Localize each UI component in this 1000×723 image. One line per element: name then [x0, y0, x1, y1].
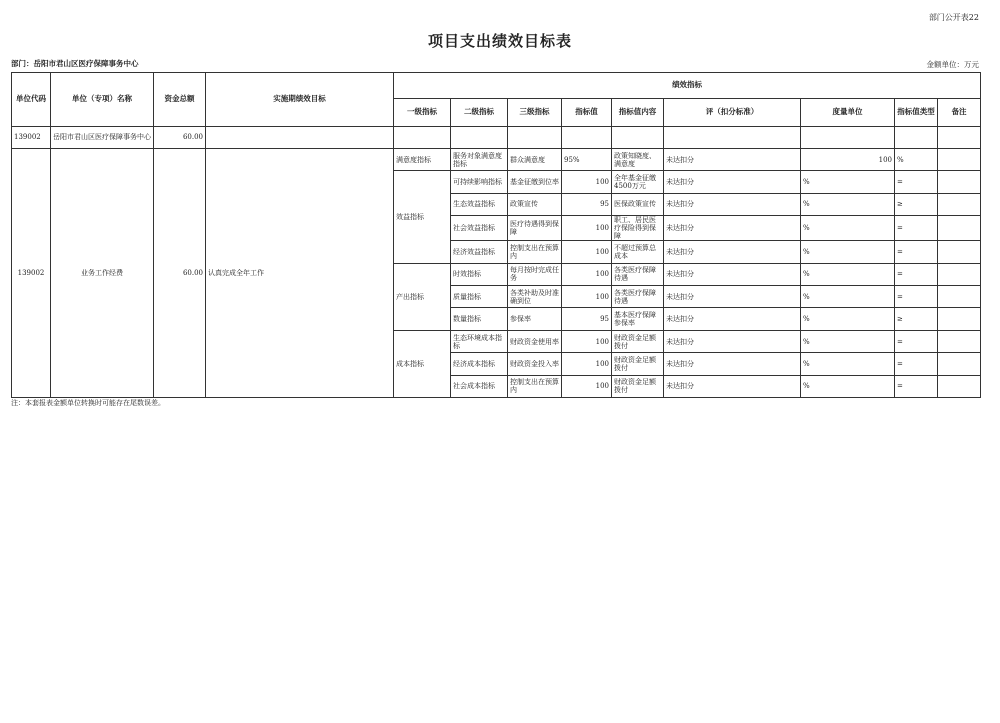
indicator-value: 100	[562, 216, 612, 241]
department-label: 部门：岳阳市君山区医疗保障事务中心	[11, 59, 139, 68]
level3-indicator: 财政资金使用率	[508, 330, 562, 352]
measure-unit: %	[801, 171, 895, 193]
header-value-content: 指标值内容	[612, 99, 664, 127]
value-type: =	[895, 263, 938, 285]
header-value-type: 指标值类型	[895, 99, 938, 127]
indicator-content: 医保政策宣传	[612, 193, 664, 215]
performance-table	[11, 72, 981, 398]
level2-indicator: 生态环境成本指标	[451, 330, 508, 352]
level1-indicator: 产出指标	[394, 263, 451, 330]
empty-cell	[895, 127, 938, 149]
value-type: =	[895, 171, 938, 193]
remark	[938, 171, 981, 193]
header-row	[12, 73, 981, 99]
remark	[938, 330, 981, 352]
project-code: 139002	[12, 149, 51, 398]
header-level3: 三级指标	[508, 99, 562, 127]
measure-unit: %	[801, 353, 895, 375]
measure-unit: %	[801, 193, 895, 215]
level1-indicator: 效益指标	[394, 171, 451, 263]
summary-row	[12, 127, 981, 149]
remark	[938, 149, 981, 171]
measure-unit: %	[801, 286, 895, 308]
indicator-content: 各类医疗保障待遇	[612, 263, 664, 285]
indicator-value: 100	[562, 171, 612, 193]
header-scoring: 评（扣分标准）	[664, 99, 801, 127]
indicator-content: 基本医疗保障参保率	[612, 308, 664, 330]
remark	[938, 193, 981, 215]
project-name: 业务工作经费	[51, 149, 154, 398]
indicator-content: 职工、居民医疗保险得到保障	[612, 216, 664, 241]
measure-unit: %	[801, 216, 895, 241]
indicator-value: 100	[562, 286, 612, 308]
empty-cell	[206, 127, 394, 149]
summary-name: 岳阳市君山区医疗保障事务中心	[51, 127, 154, 149]
indicator-value: 95	[562, 193, 612, 215]
level3-indicator: 财政资金投入率	[508, 353, 562, 375]
empty-cell	[394, 127, 451, 149]
header-measure-unit: 度量单位	[801, 99, 895, 127]
scoring-standard: 未达扣分	[664, 375, 801, 397]
level3-indicator: 群众满意度	[508, 149, 562, 171]
header-unit-code: 单位代码	[12, 73, 51, 127]
scoring-standard: 未达扣分	[664, 308, 801, 330]
scoring-standard: 未达扣分	[664, 193, 801, 215]
indicator-value: 100	[562, 353, 612, 375]
value-type: ≥	[895, 193, 938, 215]
header-perf-indicators: 绩效指标	[394, 73, 981, 99]
measure-unit: %	[801, 375, 895, 397]
scoring-standard: 未达扣分	[664, 216, 801, 241]
remark	[938, 353, 981, 375]
level3-indicator: 每月按时完成任务	[508, 263, 562, 285]
project-funds: 60.00	[154, 149, 206, 398]
value-type: =	[895, 241, 938, 263]
indicator-content: 全年基金征缴4500万元	[612, 171, 664, 193]
remark	[938, 375, 981, 397]
indicator-content: 不超过预算总成本	[612, 241, 664, 263]
remark	[938, 263, 981, 285]
value-type: =	[895, 216, 938, 241]
measure-unit: %	[801, 263, 895, 285]
level3-indicator: 参保率	[508, 308, 562, 330]
level2-indicator: 服务对象满意度指标	[451, 149, 508, 171]
indicator-value: 95%	[562, 149, 612, 171]
empty-cell	[664, 127, 801, 149]
remark	[938, 286, 981, 308]
header-unit-name: 单位（专项）名称	[51, 73, 154, 127]
indicator-value: 100	[562, 241, 612, 263]
indicator-content: 各类医疗保障待遇	[612, 286, 664, 308]
value-type: =	[895, 330, 938, 352]
indicator-value: 95	[562, 308, 612, 330]
header-level2: 二级指标	[451, 99, 508, 127]
project-goal: 认真完成全年工作	[206, 149, 394, 398]
value-type: =	[895, 375, 938, 397]
indicator-content: 财政资金足额拨付	[612, 375, 664, 397]
measure-unit: %	[801, 330, 895, 352]
level2-indicator: 可持续影响指标	[451, 171, 508, 193]
header-goal: 实施期绩效目标	[206, 73, 394, 127]
scoring-standard: 未达扣分	[664, 149, 801, 171]
empty-cell	[508, 127, 562, 149]
level1-indicator: 成本指标	[394, 330, 451, 397]
level3-indicator: 政策宣传	[508, 193, 562, 215]
page-title: 项目支出绩效目标表	[427, 32, 572, 50]
level3-indicator: 基金征缴到位率	[508, 171, 562, 193]
amount-unit-label: 金额单位：万元	[926, 60, 979, 69]
measure-unit: 100	[801, 149, 895, 171]
level2-indicator: 社会成本指标	[451, 375, 508, 397]
table-number: 部门公开表22	[928, 13, 979, 22]
level2-indicator: 时效指标	[451, 263, 508, 285]
value-type: =	[895, 353, 938, 375]
scoring-standard: 未达扣分	[664, 171, 801, 193]
level1-indicator: 满意度指标	[394, 149, 451, 171]
level3-indicator: 各类补助及时准确到位	[508, 286, 562, 308]
indicator-content: 财政资金足额拨付	[612, 330, 664, 352]
measure-unit: %	[801, 308, 895, 330]
indicator-value: 100	[562, 375, 612, 397]
header-remark: 备注	[938, 99, 981, 127]
scoring-standard: 未达扣分	[664, 353, 801, 375]
scoring-standard: 未达扣分	[664, 330, 801, 352]
level3-indicator: 医疗待遇得到保障	[508, 216, 562, 241]
indicator-value: 100	[562, 330, 612, 352]
scoring-standard: 未达扣分	[664, 241, 801, 263]
header-value: 指标值	[562, 99, 612, 127]
summary-funds: 60.00	[154, 127, 206, 149]
indicator-content: 财政资金足额拨付	[612, 353, 664, 375]
level2-indicator: 生态效益指标	[451, 193, 508, 215]
level3-indicator: 控制支出在预算内	[508, 241, 562, 263]
value-type: ≥	[895, 308, 938, 330]
empty-cell	[562, 127, 612, 149]
footnote: 注：本套报表金额单位转换时可能存在尾数误差。	[11, 399, 165, 407]
header-total-funds: 资金总额	[154, 73, 206, 127]
remark	[938, 216, 981, 241]
level3-indicator: 控制支出在预算内	[508, 375, 562, 397]
empty-cell	[451, 127, 508, 149]
remark	[938, 241, 981, 263]
header-level1: 一级指标	[394, 99, 451, 127]
value-type: =	[895, 286, 938, 308]
level2-indicator: 社会效益指标	[451, 216, 508, 241]
summary-code: 139002	[12, 127, 51, 149]
measure-unit: %	[801, 241, 895, 263]
level2-indicator: 经济效益指标	[451, 241, 508, 263]
empty-cell	[612, 127, 664, 149]
indicator-value: 100	[562, 263, 612, 285]
empty-cell	[801, 127, 895, 149]
remark	[938, 308, 981, 330]
empty-cell	[938, 127, 981, 149]
level2-indicator: 数量指标	[451, 308, 508, 330]
level2-indicator: 经济成本指标	[451, 353, 508, 375]
scoring-standard: 未达扣分	[664, 286, 801, 308]
indicator-content: 政策知晓度、满意度	[612, 149, 664, 171]
table-row	[12, 149, 981, 171]
level2-indicator: 质量指标	[451, 286, 508, 308]
value-type: %	[895, 149, 938, 171]
scoring-standard: 未达扣分	[664, 263, 801, 285]
